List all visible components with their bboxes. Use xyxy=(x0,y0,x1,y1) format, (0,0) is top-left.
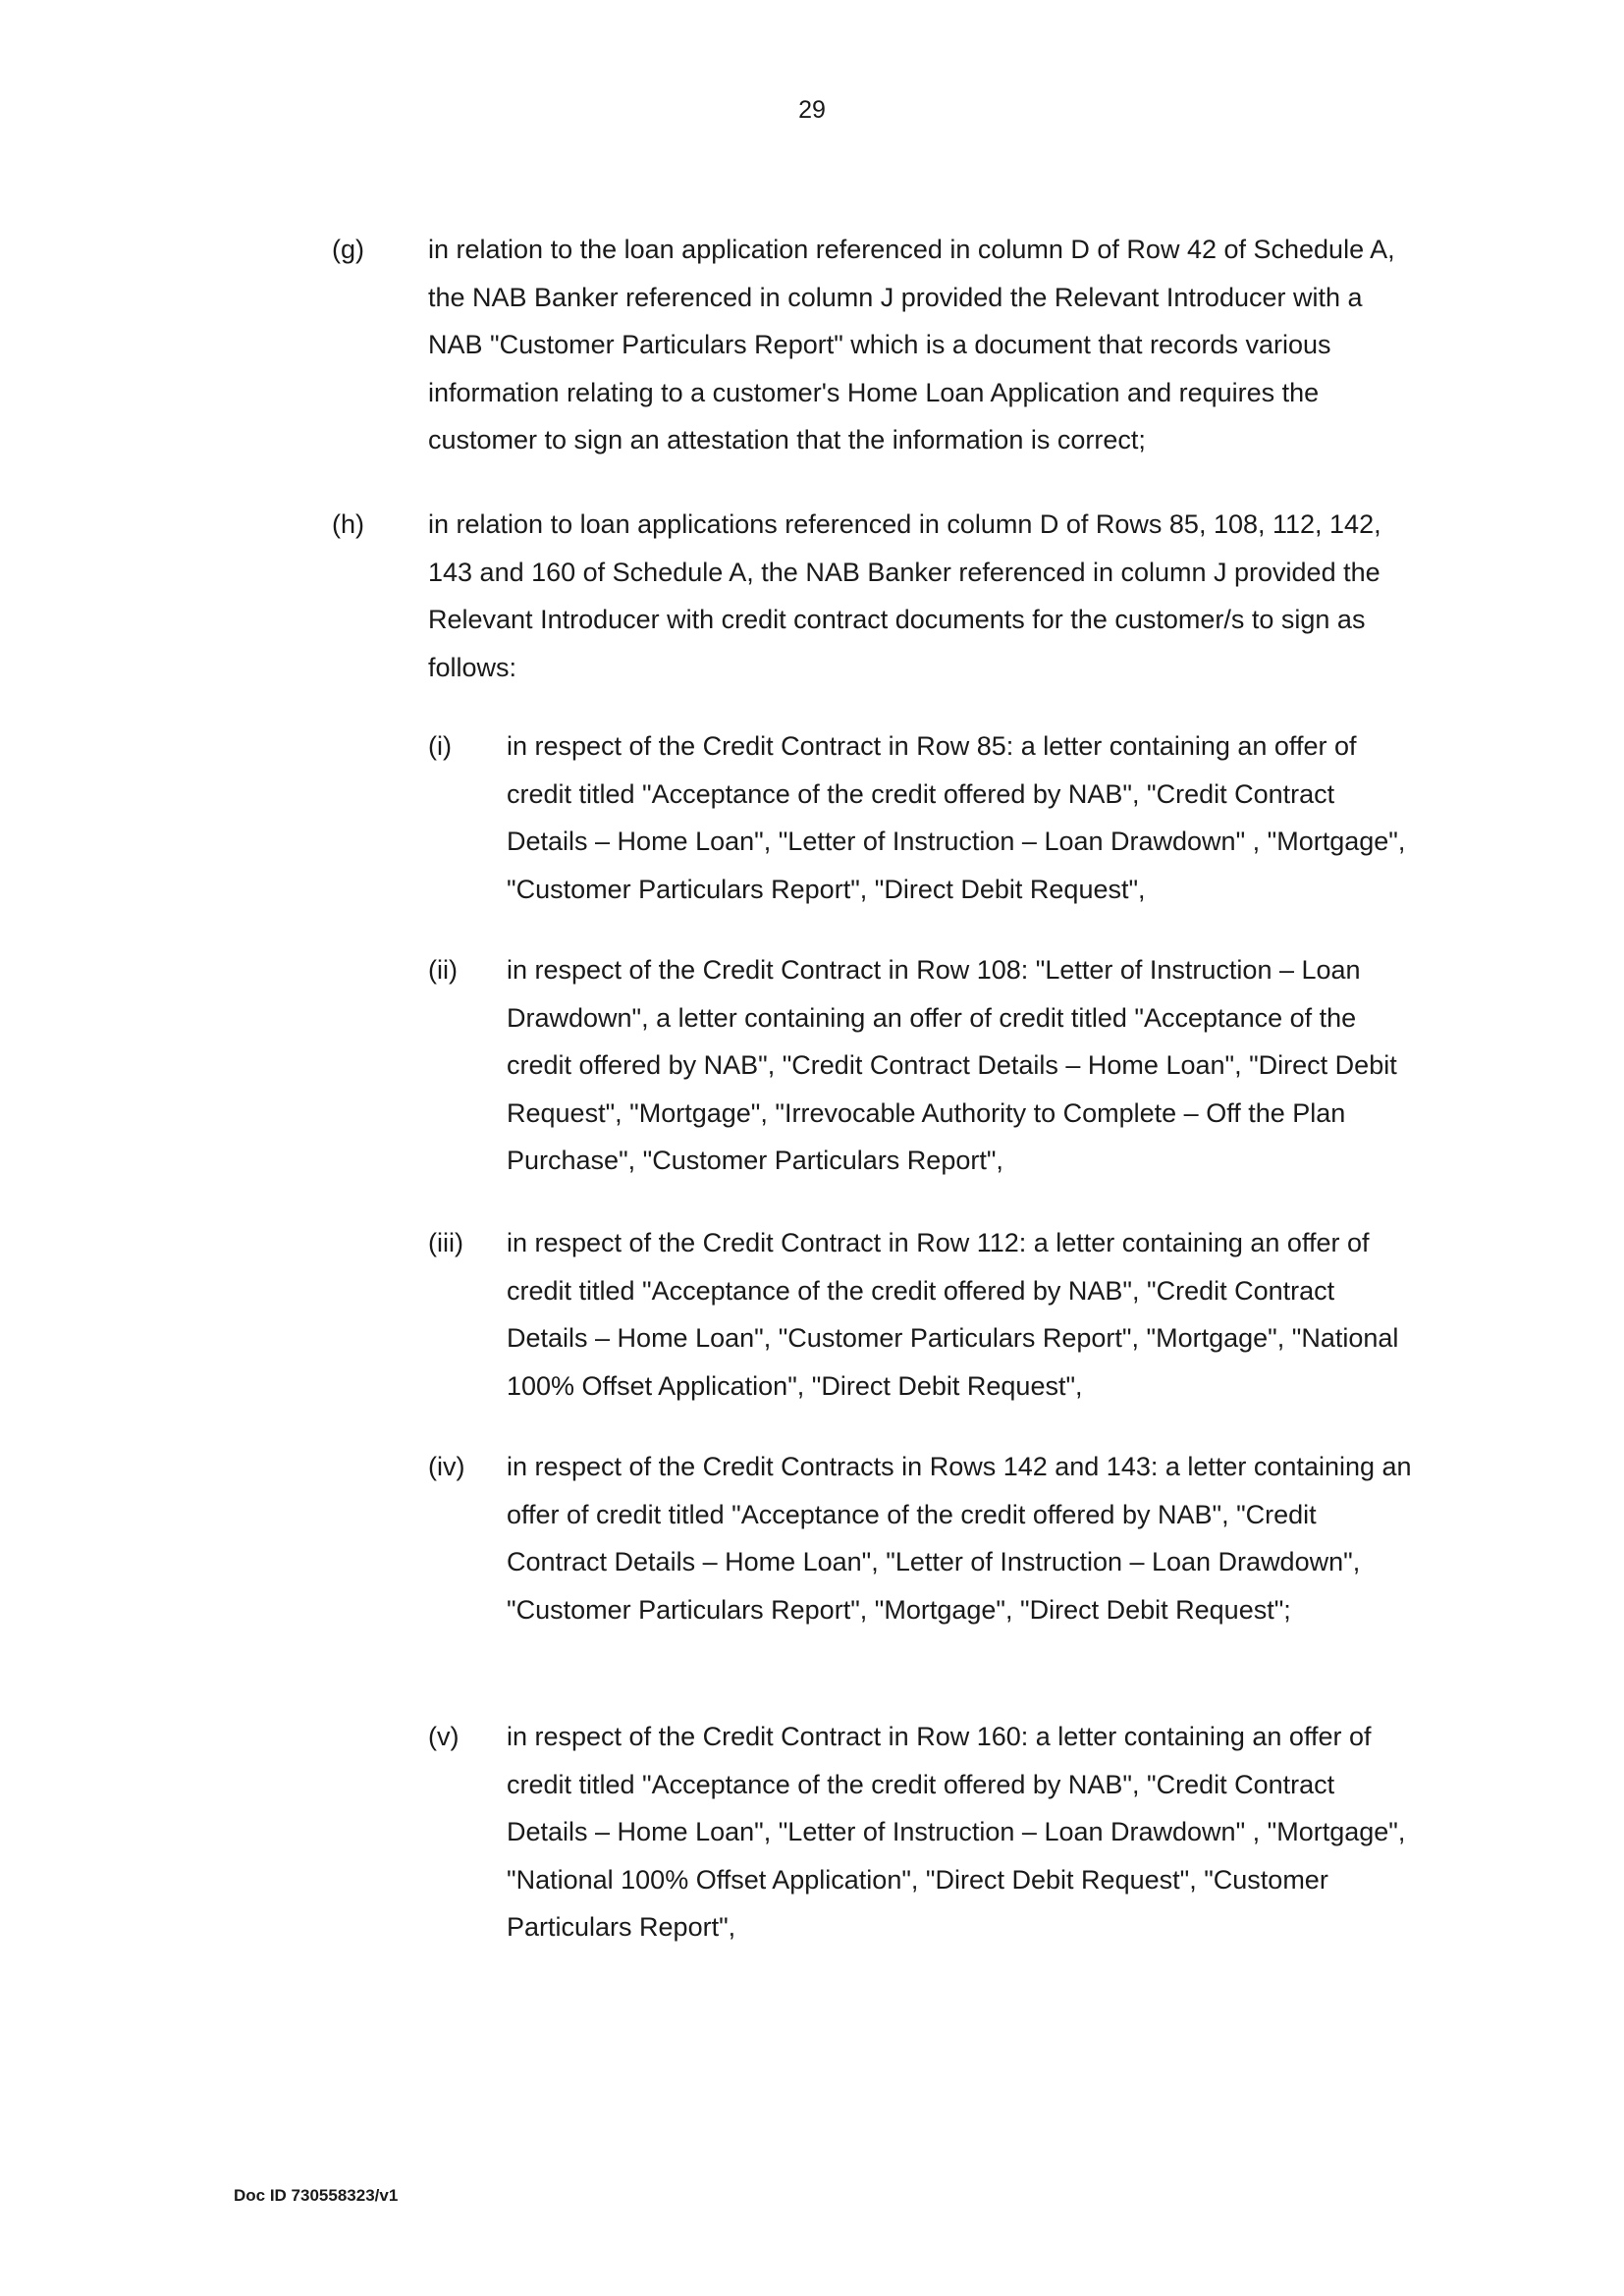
clause-label: (h) xyxy=(332,509,364,539)
clause-text: in relation to the loan application referenced in column D of Row 42 of Schedule A, the NAB Banker referenced in column J provided the Relevant Introducer with a NAB "Customer Particulars Report" which is a document that records various information relating to a customer's Home Loan Application and requires the customer to sign an attestation that the information is correct; xyxy=(428,235,1395,454)
clause-g xyxy=(332,226,1412,471)
clause-text: in relation to loan applications referenced in column D of Rows 85, 108, 112, 142, 143 and 160 of Schedule A, the NAB Banker referenced in column J provided the Relevant Introducer with credit contract documents for the customer/s to sign as follows: xyxy=(428,509,1381,682)
clause-h xyxy=(332,501,1412,697)
clause-label: (g) xyxy=(332,235,364,264)
subclause-text: in respect of the Credit Contract in Row 112: a letter containing an offer of credit titled "Acceptance of the credit offered by NAB", "Credit Contract Details – Home Loan", "Customer Particulars Report", "Mortgage", "National 100% Offset Application", "Direct Debit Request", xyxy=(507,1228,1399,1401)
subclause-iv xyxy=(428,1443,1412,1688)
subclause-text: in respect of the Credit Contract in Row 85: a letter containing an offer of credit titled "Acceptance of the credit offered by NAB", "Credit Contract Details – Home Loan", "Letter of Instruction – Loan Drawdown" , "Mortgage", "Customer Particulars Report", "Direct Debit Request", xyxy=(507,731,1406,904)
subclause-text: in respect of the Credit Contracts in Rows 142 and 143: a letter containing an offer of credit titled "Acceptance of the credit offered by NAB", "Credit Contract Details – Home Loan", "Letter of Instruction – Loan Drawdown", "Customer Particulars Report", "Mortgage", "Direct Debit Request"; xyxy=(507,1452,1412,1625)
footer-doc-id: Doc ID 730558323/v1 xyxy=(234,2186,399,2205)
subclause-i xyxy=(428,722,1412,919)
subclause-text: in respect of the Credit Contract in Row 108: "Letter of Instruction – Loan Drawdown", a letter containing an offer of credit titled "Acceptance of the credit offered by NAB", "Credit Contract Details – Home Loan", "Direct Debit Request", "Mortgage", "Irrevocable Authority to Complete – Off the Plan Purchase", "Customer Particulars Report", xyxy=(507,955,1397,1175)
subclause-iii xyxy=(428,1219,1412,1415)
subclause-ii xyxy=(428,946,1412,1192)
subclause-label: (ii) xyxy=(428,955,458,985)
subclause-label: (iv) xyxy=(428,1452,465,1481)
subclause-label: (iii) xyxy=(428,1228,463,1257)
subclause-text: in respect of the Credit Contract in Row 160: a letter containing an offer of credit titled "Acceptance of the credit offered by NAB", "Credit Contract Details – Home Loan", "Letter of Instruction – Loan Drawdown" , "Mortgage", "National 100% Offset Application", "Direct Debit Request", "Customer Particulars Report", xyxy=(507,1722,1406,1942)
subclause-v xyxy=(428,1713,1412,1958)
page-number: 29 xyxy=(798,96,826,124)
subclause-label: (v) xyxy=(428,1722,460,1751)
subclause-label: (i) xyxy=(428,731,452,761)
